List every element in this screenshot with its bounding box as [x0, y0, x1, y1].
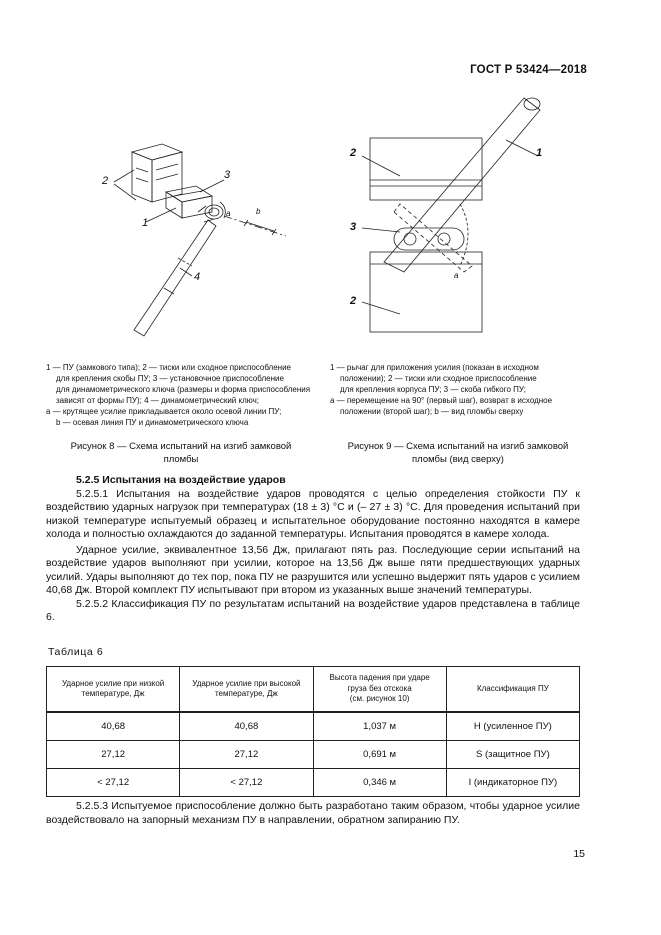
section-5-2-5-3 [46, 800, 580, 827]
legend-line: для крепления скобы ПУ; 3 — установочное приспособление [56, 374, 284, 383]
fig9-label-a: a [454, 271, 459, 280]
fig8-label-1: 1 [142, 217, 149, 229]
page-number: 15 [573, 848, 585, 860]
legend-line: положении); 2 — тиски или сходное приспособление [340, 374, 537, 383]
header-line: Ударное усилие при высокой [192, 678, 301, 688]
figure-8-legend [46, 362, 316, 428]
header-line: температуре, Дж [81, 689, 145, 698]
legend-line: для динамометрического ключа (размеры и форма приспособления [56, 385, 311, 394]
figure-8-caption [46, 441, 316, 466]
table-6 [46, 666, 580, 797]
table-cell: 0,691 м [313, 741, 446, 769]
section-5-2-5 [46, 474, 580, 625]
table-cell: 27,12 [47, 741, 180, 769]
table-cell: < 27,12 [180, 769, 313, 797]
fig8-label-2: 2 [102, 175, 109, 187]
caption-line: пломбы (вид сверху) [412, 453, 504, 465]
paragraph-5-2-5-3: 5.2.5.3 Испытуемое приспособление должно быть разработано таким образом, чтобы ударное усилие воздействовало на запорный механизм ПУ в направлении, обратном запиранию ПУ. [46, 800, 580, 826]
fig9-label-1: 1 [536, 147, 543, 159]
legend-line: b — осевая линия ПУ и динамометрического ключа [56, 418, 249, 427]
legend-line: a — перемещение на 90° (первый шаг), возврат в исходное [330, 396, 553, 405]
legend-line: 1 — ПУ (замкового типа); 2 — тиски или сходное приспособление [46, 363, 291, 372]
table-header-row [47, 667, 580, 713]
header-line: Ударное усилие при низкой [61, 678, 165, 688]
header-line: Высота падения при ударе [329, 673, 430, 683]
column-header-drop-height [313, 667, 446, 713]
paragraph-5-2-5-2: 5.2.5.2 Классификация ПУ по результатам испытаний на воздействие ударов представлена в таблице 6. [46, 597, 580, 623]
table-cell: 27,12 [180, 741, 313, 769]
table-cell: < 27,12 [47, 769, 180, 797]
caption-line: Рисунок 9 — Схема испытаний на изгиб замковой [347, 441, 569, 452]
fig9-label-2-bottom: 2 [350, 295, 357, 307]
header-line: (см. рисунок 10) [349, 694, 410, 704]
fig8-label-a: a [226, 209, 231, 218]
table-cell: 0,346 м [313, 769, 446, 797]
fig8-label-4: 4 [194, 271, 201, 283]
fig8-label-b: b [256, 207, 261, 216]
legend-line: для крепления корпуса ПУ; 3 — скоба гибкого ПУ; [340, 385, 526, 394]
header-line: груза без отскока [347, 683, 412, 693]
caption-line: пломбы [163, 453, 199, 465]
fig8-label-3: 3 [224, 169, 231, 181]
figure-9-drawing [344, 92, 544, 342]
fig9-label-2-top: 2 [350, 147, 357, 159]
column-header-high-temp [180, 667, 313, 713]
legend-line: a — крутящее усилие прикладывается около осевой линии ПУ; [46, 407, 282, 416]
legend-line: положении (второй шаг); b — вид пломбы сверху [340, 407, 524, 416]
fig9-label-3: 3 [350, 221, 357, 233]
table-cell: Н (усиленное ПУ) [446, 712, 579, 741]
caption-line: Рисунок 8 — Схема испытаний на изгиб замковой [70, 441, 292, 452]
paragraph-5-2-5-1: 5.2.5.1 Испытания на воздействие ударов проводятся с целью определения стойкости ПУ к воздействию ударных нагрузок при температурах (18 ± 3) °С и (– 27 ± 3) °С. Для проведения испытаний при низкой температуре испытуемый образец и испытательное оборудование постоянно находятся в камере холода и полностью охлаждаются до заданной температуры. Испытания проводятся в камере холода. [46, 487, 580, 540]
table-cell: S (защитное ПУ) [446, 741, 579, 769]
header-line: Классификация ПУ [476, 683, 549, 693]
legend-line: 1 — рычаг для приложения усилия (показан в исходном [330, 363, 539, 372]
legend-line: зависят от формы ПУ); 4 — динамометрический ключ; [56, 396, 259, 405]
table-row [47, 712, 580, 741]
paragraph-impact-series: Ударное усилие, эквивалентное 13,56 Дж, прилагают пять раз. Последующие серии испытаний на воздействие ударов выполняют при усилии, которое на 13,56 Дж выше пяти предшествующих ударных усилий. Удары выполняют до тех пор, пока ПУ не разрушится или успешно выдержит пять ударов с усилием 40,68 Дж. Второй комплект ПУ испытывают при втором из указанных выше значений температуры. [46, 543, 580, 596]
section-heading: 5.2.5 Испытания на воздействие ударов [76, 474, 286, 486]
header-line: температуре, Дж [214, 689, 278, 698]
figure-9-caption [326, 441, 590, 466]
column-header-low-temp [47, 667, 180, 713]
column-header-classification [446, 667, 579, 713]
table-row [47, 769, 580, 797]
table-cell: 1,037 м [313, 712, 446, 741]
table-cell: I (индикаторное ПУ) [446, 769, 579, 797]
table-row [47, 741, 580, 769]
figure-9-legend [330, 362, 590, 417]
table-cell: 40,68 [180, 712, 313, 741]
figure-8-drawing [96, 140, 296, 345]
table-cell: 40,68 [47, 712, 180, 741]
document-code: ГОСТ Р 53424—2018 [470, 64, 587, 76]
table-6-label: Таблица 6 [48, 646, 104, 658]
